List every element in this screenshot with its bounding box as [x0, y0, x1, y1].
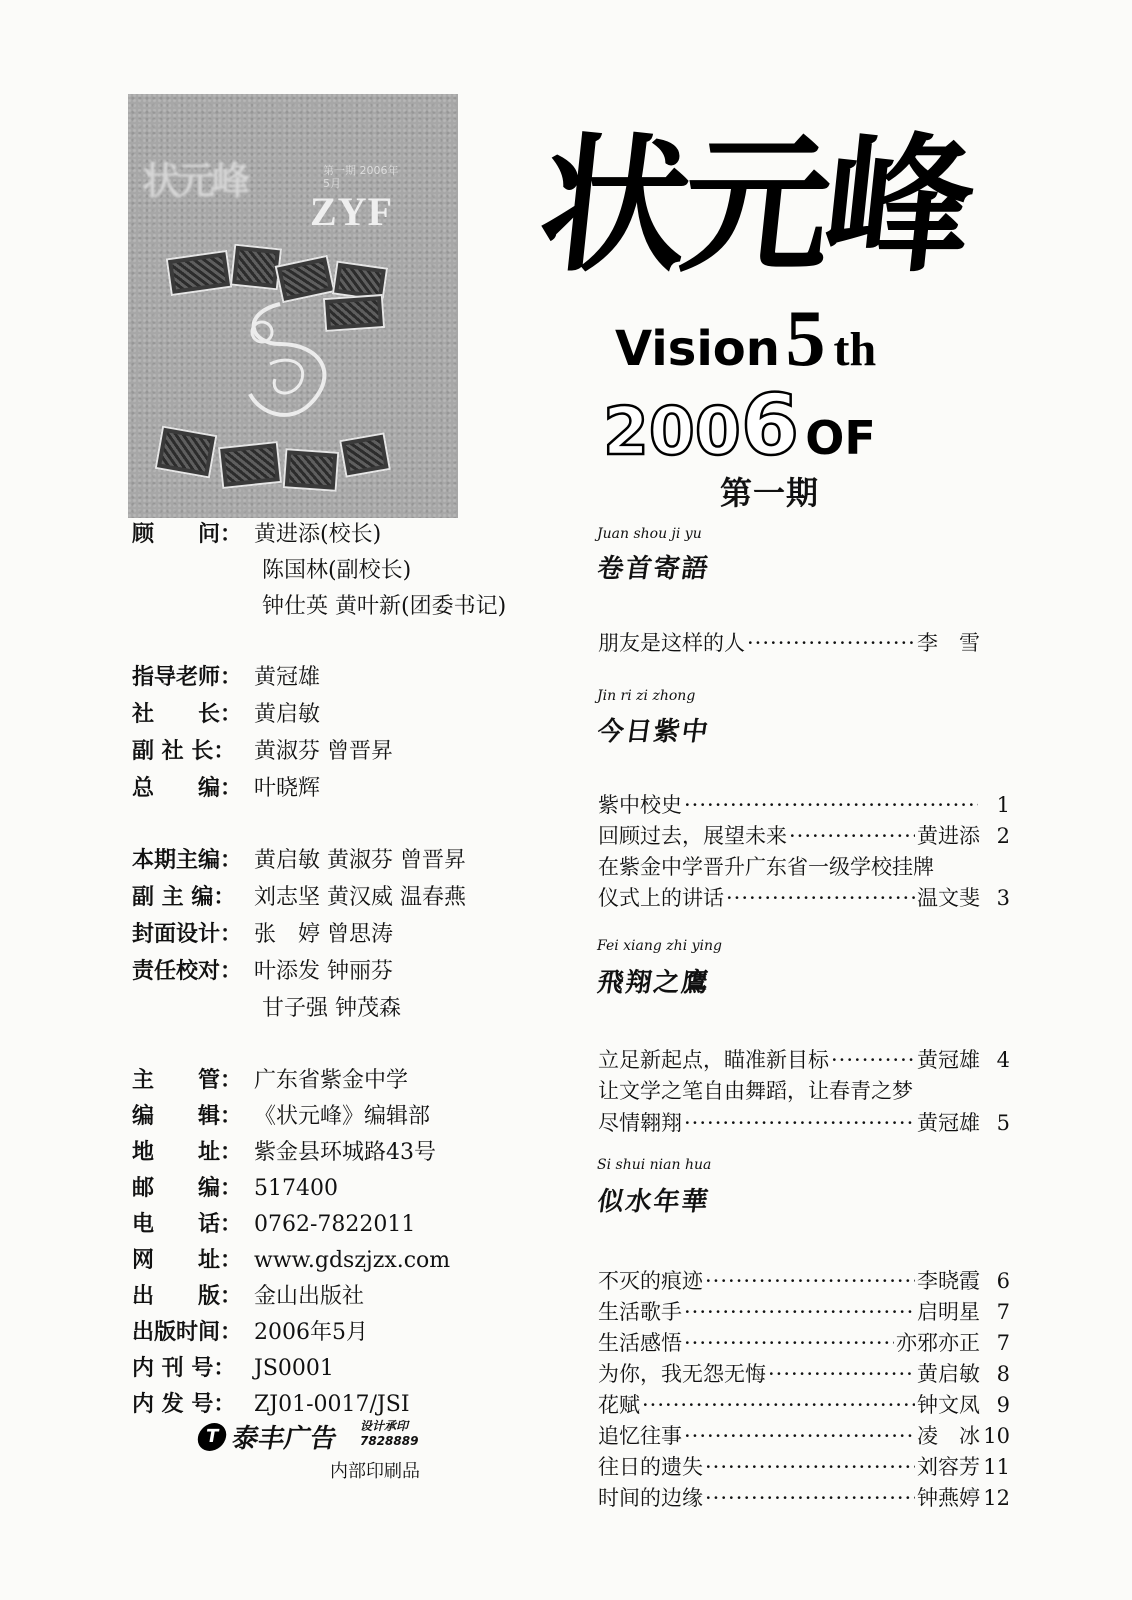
- toc-entry-author: 凌 冰: [917, 1424, 980, 1448]
- staff-label: 内 刊 号：: [132, 1356, 236, 1381]
- toc-entry-title: 回顾过去，展望未来: [598, 824, 787, 848]
- staff-label: 社 长：: [132, 702, 243, 727]
- toc-entry-author: 黄启敏: [917, 1362, 980, 1386]
- staff-value: 金山出版社: [254, 1284, 365, 1309]
- staff-label: 内 发 号：: [132, 1392, 236, 1417]
- toc-entry[interactable]: [598, 1452, 1010, 1482]
- toc-entry[interactable]: [598, 1266, 1010, 1296]
- toc-entry[interactable]: [598, 1076, 1010, 1106]
- toc-entry-title: 生活感悟: [598, 1331, 682, 1355]
- staff-label: 顾 问：: [132, 522, 243, 547]
- toc-entry[interactable]: [598, 1483, 1010, 1513]
- toc-entry[interactable]: [598, 852, 1010, 882]
- toc-leader: [642, 1390, 915, 1420]
- printer-logo-icon: T: [196, 1423, 229, 1451]
- toc-entry-author: 钟文凤: [917, 1393, 980, 1417]
- staff-value: 《状元峰》编辑部: [254, 1104, 431, 1129]
- toc-entry-title: 仪式上的讲话: [598, 886, 724, 910]
- toc-entry-author: 黄冠雄: [917, 1111, 980, 1135]
- toc-entry-author: 钟燕婷: [917, 1486, 980, 1510]
- toc-leader: [684, 790, 978, 820]
- printer-phone: 7828889: [360, 1434, 419, 1448]
- toc-entry[interactable]: [598, 883, 1010, 913]
- staff-label: 地 址：: [132, 1140, 243, 1165]
- toc-entry-page: 5: [996, 1111, 1010, 1135]
- toc-entry-title: 往日的遗失: [598, 1455, 703, 1479]
- staff-label: 主 管：: [132, 1068, 243, 1093]
- staff-label: 网 址：: [132, 1248, 243, 1273]
- section-title: 似水年華: [595, 1187, 712, 1217]
- toc-entry-title: 让文学之笔自由舞蹈，让春青之梦: [598, 1079, 913, 1103]
- toc-leader: [831, 1045, 915, 1075]
- staff-value: www.gdszjzx.com: [254, 1248, 451, 1273]
- staff-row: [132, 843, 466, 879]
- staff-row: [132, 771, 320, 807]
- cover-small-text: 第一期 2006年5月: [323, 164, 399, 190]
- staff-label: 副 主 编：: [132, 885, 236, 910]
- staff-label: 编 辑：: [132, 1104, 243, 1129]
- toc-entry-title: 追忆往事: [598, 1424, 682, 1448]
- toc-leader: [747, 628, 915, 658]
- toc-entry-page: 1: [996, 793, 1010, 817]
- cover-photo: [155, 425, 218, 478]
- staff-value: JS0001: [254, 1356, 334, 1381]
- staff-value: 叶晓辉: [254, 776, 321, 801]
- staff-value: 0762-7822011: [254, 1212, 416, 1237]
- toc-entry-title: 生活歌手: [598, 1300, 682, 1324]
- staff-row: [132, 1207, 415, 1243]
- section-title: 飛翔之鷹: [595, 968, 712, 998]
- staff-row: [132, 1171, 338, 1207]
- toc-leader: [789, 821, 915, 851]
- staff-row: [132, 1135, 436, 1171]
- toc-entry[interactable]: [598, 1045, 1010, 1075]
- staff-row: [132, 1351, 334, 1387]
- section-pinyin: Juan shou ji yu: [597, 526, 702, 542]
- issue-number: 第一期: [720, 474, 820, 512]
- staff-label: 总 编：: [132, 776, 243, 801]
- toc-entry-page: 11: [983, 1455, 1010, 1479]
- cover-blur-title: 状元峰: [142, 158, 248, 203]
- toc-entry-page: 7: [996, 1300, 1010, 1324]
- staff-value: 叶添发 钟丽芬: [254, 959, 393, 984]
- toc-leader: [726, 883, 915, 913]
- staff-row: [132, 517, 381, 553]
- toc-entry-page: 4: [996, 1048, 1010, 1072]
- section-pinyin: Si shui nian hua: [597, 1157, 712, 1173]
- staff-value: 2006年5月: [254, 1320, 368, 1345]
- toc-entry-title: 时间的边缘: [598, 1486, 703, 1510]
- internal-print-note: 内部印刷品: [330, 1461, 420, 1482]
- staff-row: [132, 1279, 364, 1315]
- toc-entry-author: 李 雪: [917, 631, 980, 655]
- toc-entry[interactable]: [598, 1328, 1010, 1358]
- toc-entry-author: 黄冠雄: [917, 1048, 980, 1072]
- staff-row: [132, 660, 320, 696]
- printer-service: 设计承印: [360, 1419, 409, 1433]
- toc-leader: [684, 1108, 915, 1138]
- staff-label: 副 社 长：: [132, 739, 236, 764]
- staff-label: 出版时间：: [132, 1320, 243, 1345]
- toc-entry-title: 朋友是这样的人: [598, 631, 745, 655]
- toc-entry[interactable]: [598, 821, 1010, 851]
- staff-value: 张 婷 曾思涛: [254, 922, 393, 947]
- staff-row: [132, 954, 393, 990]
- section-title: 今日紫中: [595, 717, 712, 747]
- toc-entry-author: 温文斐: [917, 886, 980, 910]
- toc-entry-page: 7: [996, 1331, 1010, 1355]
- cover-swirl-icon: [220, 284, 380, 434]
- staff-label: 责任校对：: [132, 959, 243, 984]
- staff-row: [132, 1315, 368, 1351]
- toc-entry-author: 启明星: [917, 1300, 980, 1324]
- staff-row: [132, 1243, 450, 1279]
- vision-number: 5: [785, 295, 826, 383]
- year-outline-part2: 0: [694, 393, 741, 470]
- printer-tagline: [360, 1419, 418, 1449]
- staff-value: 黄进添(校长): [254, 522, 382, 547]
- staff-value-cont: 陈国林(副校长): [262, 558, 412, 583]
- year-line: [603, 376, 876, 474]
- toc-entry[interactable]: [598, 1421, 1010, 1451]
- year-outline-big: 6: [740, 376, 800, 474]
- toc-entry[interactable]: [598, 790, 1010, 820]
- staff-row: [132, 1099, 430, 1135]
- toc-leader: [705, 1266, 915, 1296]
- toc-entry-title: 花赋: [598, 1393, 640, 1417]
- section-pinyin: Fei xiang zhi ying: [597, 938, 722, 954]
- toc-entry-title: 在紫金中学晋升广东省一级学校挂牌: [598, 855, 934, 879]
- masthead-title: 状元峰: [531, 118, 977, 292]
- staff-label: 封面设计：: [132, 922, 243, 947]
- staff-row: [132, 1063, 408, 1099]
- staff-label: 指导老师：: [132, 665, 243, 690]
- staff-value-cont: 钟仕英 黄叶新(团委书记): [262, 594, 507, 619]
- staff-row: [132, 697, 320, 733]
- toc-entry-page: 8: [996, 1362, 1010, 1386]
- printer-name: 泰丰广告: [229, 1424, 340, 1454]
- toc-leader: [684, 1421, 915, 1451]
- staff-value: 黄启敏: [254, 702, 321, 727]
- staff-value-cont: 甘子强 钟茂森: [262, 996, 401, 1021]
- toc-entry-page: 2: [996, 824, 1010, 848]
- toc-entry-title: 不灭的痕迹: [598, 1269, 703, 1293]
- toc-leader: [684, 1297, 915, 1327]
- toc-entry-page: 10: [983, 1424, 1010, 1448]
- toc-leader: [768, 1359, 915, 1389]
- toc-entry-author: 李晓霞: [917, 1269, 980, 1293]
- cover-photo: [218, 441, 282, 489]
- staff-label: 出 版：: [132, 1284, 243, 1309]
- staff-value: 黄冠雄: [254, 665, 321, 690]
- staff-value: 紫金县环城路43号: [254, 1140, 436, 1165]
- toc-entry-author: 亦邪亦正: [896, 1331, 980, 1355]
- toc-entry-page: 3: [996, 886, 1010, 910]
- toc-entry[interactable]: [598, 1297, 1010, 1327]
- staff-row: [132, 880, 466, 916]
- staff-value: 黄淑芬 曾晋昇: [254, 739, 393, 764]
- staff-row: [132, 734, 393, 770]
- cover-photo: [283, 448, 340, 492]
- cover-thumbnail: [128, 94, 458, 518]
- staff-row: [132, 917, 393, 953]
- cover-code: ZYF: [310, 189, 393, 234]
- toc-entry-author: 刘容芳: [917, 1455, 980, 1479]
- toc-entry-page: 9: [996, 1393, 1010, 1417]
- toc-entry[interactable]: [598, 1390, 1010, 1420]
- toc-entry[interactable]: [598, 1108, 1010, 1138]
- toc-entry-author: 黄进添: [917, 824, 980, 848]
- staff-value: 刘志坚 黄汉威 温春燕: [254, 885, 466, 910]
- toc-entry-title: 立足新起点，瞄准新目标: [598, 1048, 829, 1072]
- section-pinyin: Jin ri zi zhong: [597, 688, 696, 704]
- year-outline-part1: 20: [603, 393, 695, 470]
- section-title: 卷首寄語: [595, 554, 712, 584]
- toc-entry-title: 为你，我无怨无悔: [598, 1362, 766, 1386]
- toc-entry[interactable]: [598, 628, 1010, 658]
- staff-value: 黄启敏 黄淑芬 曾晋昇: [254, 848, 466, 873]
- vision-word: Vision: [615, 321, 780, 377]
- toc-leader: [705, 1483, 915, 1513]
- vision-line: [615, 295, 877, 384]
- staff-label: 本期主编：: [132, 848, 243, 873]
- cover-photo: [339, 432, 391, 477]
- staff-label: 邮 编：: [132, 1176, 243, 1201]
- toc-entry-page: 6: [996, 1269, 1010, 1293]
- toc-entry[interactable]: [598, 1359, 1010, 1389]
- staff-value: 517400: [254, 1176, 338, 1201]
- staff-value: 广东省紫金中学: [254, 1068, 409, 1093]
- toc-entry-title: 尽情翱翔: [598, 1111, 682, 1135]
- toc-leader: [684, 1328, 894, 1358]
- staff-label: 电 话：: [132, 1212, 243, 1237]
- toc-entry-page: 12: [983, 1486, 1010, 1510]
- vision-suffix: th: [833, 323, 877, 376]
- staff-value: ZJ01-0017/JSI: [254, 1392, 410, 1417]
- toc-entry-title: 紫中校史: [598, 793, 682, 817]
- year-suffix: OF: [805, 411, 876, 465]
- toc-leader: [705, 1452, 915, 1482]
